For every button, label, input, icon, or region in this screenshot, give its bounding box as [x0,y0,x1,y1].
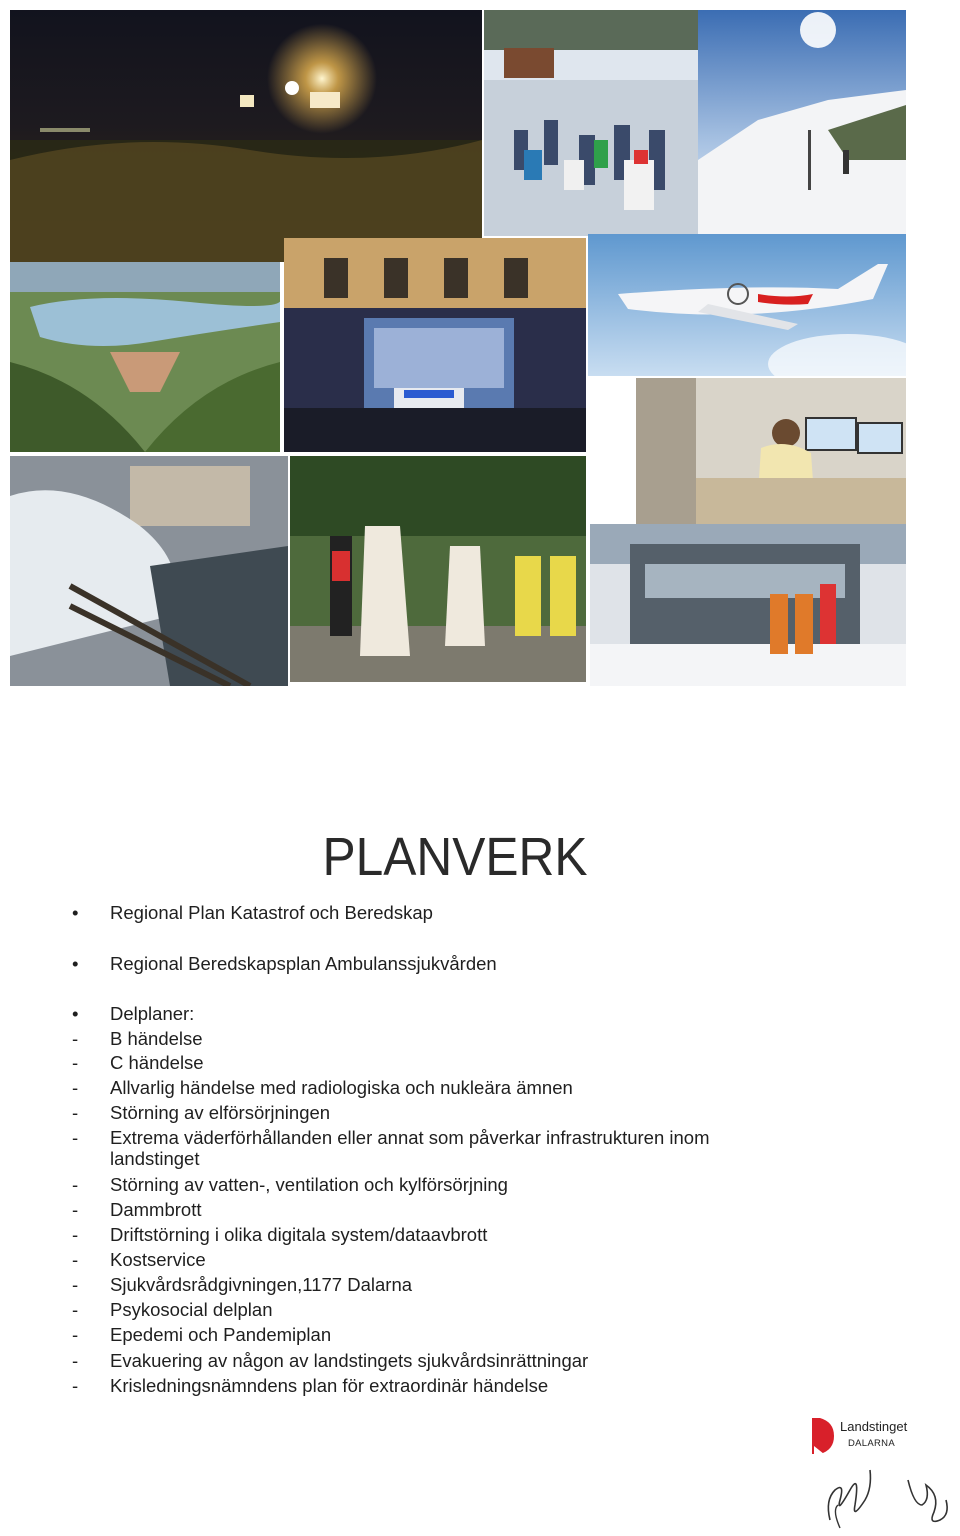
subplan-text: Krisledningsnämndens plan för extraordinär händelse [110,1375,549,1396]
subplan-text: Epedemi och Pandemiplan [110,1324,332,1345]
list-item-text: Regional Plan Katastrof och Beredskap [110,902,433,923]
night-concert-photo [10,10,482,262]
subplan-text: Psykosocial delplan [110,1299,273,1320]
storm-waves-photo [10,456,288,686]
skyways-airplane-photo [588,234,906,376]
subplan-text: Dammbrott [110,1199,202,1220]
bullet-marker: • [72,1003,79,1024]
subplan-text: Sjukvårdsrådgivningen,1177 Dalarna [110,1274,413,1295]
handwritten-initials-icon [820,1460,880,1532]
handwritten-initials-icon [900,1470,954,1530]
subplan-text: Kostservice [110,1249,206,1270]
subplan-text: C händelse [110,1052,204,1073]
subplan-text: landstinget [110,1148,200,1169]
subplan-text: B händelse [110,1028,203,1049]
dash-marker: - [72,1199,79,1220]
dash-marker: - [72,1274,79,1295]
ski-slope-photo [698,10,906,234]
bullet-marker: • [72,953,79,974]
bus-accident-photo [590,524,906,686]
logo-region: DALARNA [848,1438,895,1449]
ski-race-crowd-photo [484,10,698,236]
subplan-text: Driftstörning i olika digitala system/dataavbrott [110,1224,488,1245]
dash-marker: - [72,1350,79,1371]
logo-mark-icon [810,1416,836,1456]
list-item-text: Delplaner: [110,1003,195,1024]
dash-marker: - [72,1102,79,1123]
subplan-text: Störning av vatten-, ventilation och kylförsörjning [110,1174,508,1195]
dash-marker: - [72,1224,79,1245]
dash-marker: - [72,1028,79,1049]
logo-name: Landstinget [840,1419,908,1434]
page-title: PLANVERK [322,827,588,887]
subplan-text: Extrema väderförhållanden eller annat som påverkar infrastrukturen inom [110,1127,710,1148]
dash-marker: - [72,1052,79,1073]
bullet-marker: • [72,902,79,923]
dash-marker: - [72,1174,79,1195]
office-computer-operator-photo [636,378,906,524]
dash-marker: - [72,1127,79,1148]
street-night-police-photo [284,238,586,452]
subplan-text: Allvarlig händelse med radiologiska och nukleära ämnen [110,1077,573,1098]
river-valley-dam-photo [10,262,280,452]
subplan-text: Evakuering av någon av landstingets sjukvårdsinrättningar [110,1350,589,1371]
list-item-text: Regional Beredskapsplan Ambulanssjukvården [110,953,497,974]
subplan-text: Störning av elförsörjningen [110,1102,331,1123]
dash-marker: - [72,1249,79,1270]
landstinget-dalarna-logo [810,1416,930,1456]
dash-marker: - [72,1077,79,1098]
rescue-evacuees-photo [290,456,586,682]
dash-marker: - [72,1324,79,1345]
dash-marker: - [72,1299,79,1320]
dash-marker: - [72,1375,79,1396]
